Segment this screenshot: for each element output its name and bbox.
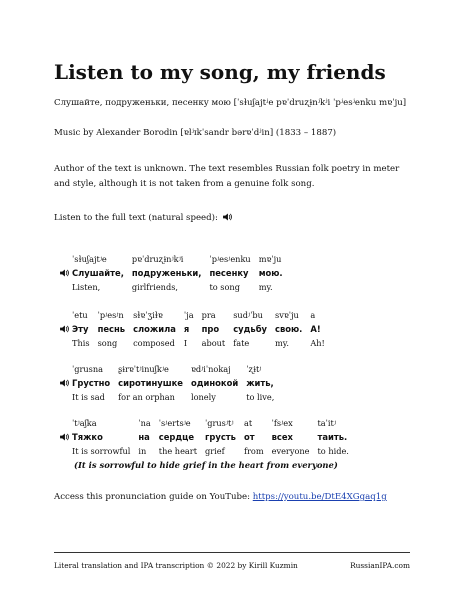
english-word: It is sorrowful (72, 446, 131, 456)
footer-site: RussianIPA.com (350, 561, 410, 570)
english-word: lonely (190, 392, 216, 402)
english-word: from (243, 446, 264, 456)
stanza-4 (54, 416, 374, 458)
english-word: song (97, 338, 118, 348)
page-title: Listen to my song, my friends (54, 60, 386, 84)
stanza-3 (54, 362, 374, 404)
english-word: grief (205, 446, 225, 456)
youtube-link[interactable]: https://youtu.be/DtE4XGgaq1g (252, 492, 387, 502)
ipa-word: ˈsʲertsʲe (158, 418, 191, 428)
ipa-word: ʂɨrɐˈtʲinuʃkʲe (118, 364, 169, 374)
speaker-icon[interactable] (223, 213, 232, 221)
russian-word: я (183, 324, 190, 334)
speaker-icon[interactable] (60, 433, 69, 441)
english-word: about (201, 338, 226, 348)
author-note: Author of the text is unknown. The text resembles Russian folk poetry in meter and style, although it is not taken from a genuine folk song. (54, 164, 400, 189)
speaker-icon[interactable] (60, 325, 69, 333)
russian-word: песнь (97, 324, 126, 334)
english-word: fate (233, 338, 250, 348)
speaker-icon[interactable] (60, 269, 69, 277)
translation-note: (It is sorrowful to hide grief in the heart from everyone) (74, 460, 338, 470)
english-word: Listen, (72, 282, 101, 292)
footer-copyright: Literal translation and IPA transcription © 2022 by Kirill Kuzmin (54, 561, 298, 570)
ipa-word: ˈpʲesʲn (97, 310, 124, 320)
ipa-word: ˈgrusʲtʲ (205, 418, 234, 428)
russian-word: Эту (72, 324, 89, 334)
ipa-word: ˈʐɨtʲ (246, 364, 262, 374)
ipa-word: taˈitʲ (317, 418, 336, 428)
russian-word: Слушайте, (72, 268, 124, 278)
listen-label: Listen to the full text (natural speed): (54, 213, 218, 223)
russian-word: сердце (158, 432, 195, 442)
ipa-word: ˈpʲesʲenku (209, 254, 251, 264)
ipa-word: ˈja (183, 310, 194, 320)
subtitle: Слушайте, подруженьки, песенку мою [ˈsɫuʃajtʲe pɐˈdruʐɨnʲkʲi ˈpʲesʲenku mɐˈju] (54, 98, 407, 108)
russian-word: мою. (258, 268, 283, 278)
russian-word: судьбу (233, 324, 268, 334)
ipa-word: a (310, 310, 316, 320)
ipa-word: ˈsɫuʃajtʲe (72, 254, 107, 264)
ipa-word: at (243, 418, 253, 428)
ipa-word: ˈfsʲex (271, 418, 293, 428)
english-word: composed (133, 338, 175, 348)
stanza-2 (54, 308, 374, 350)
footer-divider (54, 552, 410, 553)
english-word: the heart (158, 446, 197, 456)
russian-word: Грустно (72, 378, 111, 388)
stanza-1 (54, 252, 374, 294)
english-word: to live, (246, 392, 275, 402)
ipa-word: ɐdʲiˈnokaj (190, 364, 231, 374)
russian-word: таить. (317, 432, 348, 442)
listen-full-text (54, 213, 232, 223)
english-word: everyone (271, 446, 310, 456)
speaker-icon[interactable] (60, 379, 69, 387)
english-word: Ah! (310, 338, 325, 348)
english-word: to hide. (317, 446, 349, 456)
russian-word: свою. (275, 324, 303, 334)
russian-word: подруженьки, (131, 268, 202, 278)
russian-word: одинокой (190, 378, 239, 388)
english-word: my. (258, 282, 273, 292)
english-word: my. (275, 338, 289, 348)
ipa-word: pra (201, 310, 216, 320)
russian-word: сложила (133, 324, 176, 334)
ipa-word: svɐˈju (275, 310, 299, 320)
ipa-word: mɐˈju (258, 254, 282, 264)
russian-word: на (138, 432, 150, 442)
english-word: It is sad (72, 392, 105, 402)
russian-word: сиротинушке (118, 378, 183, 388)
russian-word: Тяжко (72, 432, 103, 442)
ipa-word: sɫɐˈʒiɫɐ (133, 310, 163, 320)
ipa-word: ˈgrusna (72, 364, 104, 374)
ipa-word: ˈna (138, 418, 151, 428)
youtube-line (54, 492, 387, 502)
russian-word: жить, (246, 378, 274, 388)
youtube-label: Access this pronunciation guide on YouTube: (54, 492, 250, 502)
russian-word: про (201, 324, 220, 334)
russian-word: песенку (209, 268, 249, 278)
english-word: in (138, 446, 147, 456)
english-word: This (72, 338, 90, 348)
music-credit: Music by Alexander Borodin [ɐlʲɪkˈsandr bərɐˈdʲin] (1833 – 1887) (54, 128, 337, 138)
english-word: for an orphan (118, 392, 175, 402)
ipa-word: ˈtʲaʃka (72, 418, 97, 428)
ipa-word: sudʲˈbu (233, 310, 263, 320)
english-word: to song (209, 282, 240, 292)
ipa-word: pɐˈdruʐɨnʲkʲi (131, 254, 184, 264)
ipa-word: ˈetu (72, 310, 88, 320)
russian-word: грусть (205, 432, 236, 442)
russian-word: А! (310, 324, 321, 334)
english-word: I (183, 338, 188, 348)
english-word: girlfriends, (131, 282, 178, 292)
russian-word: от (243, 432, 255, 442)
russian-word: всех (271, 432, 293, 442)
